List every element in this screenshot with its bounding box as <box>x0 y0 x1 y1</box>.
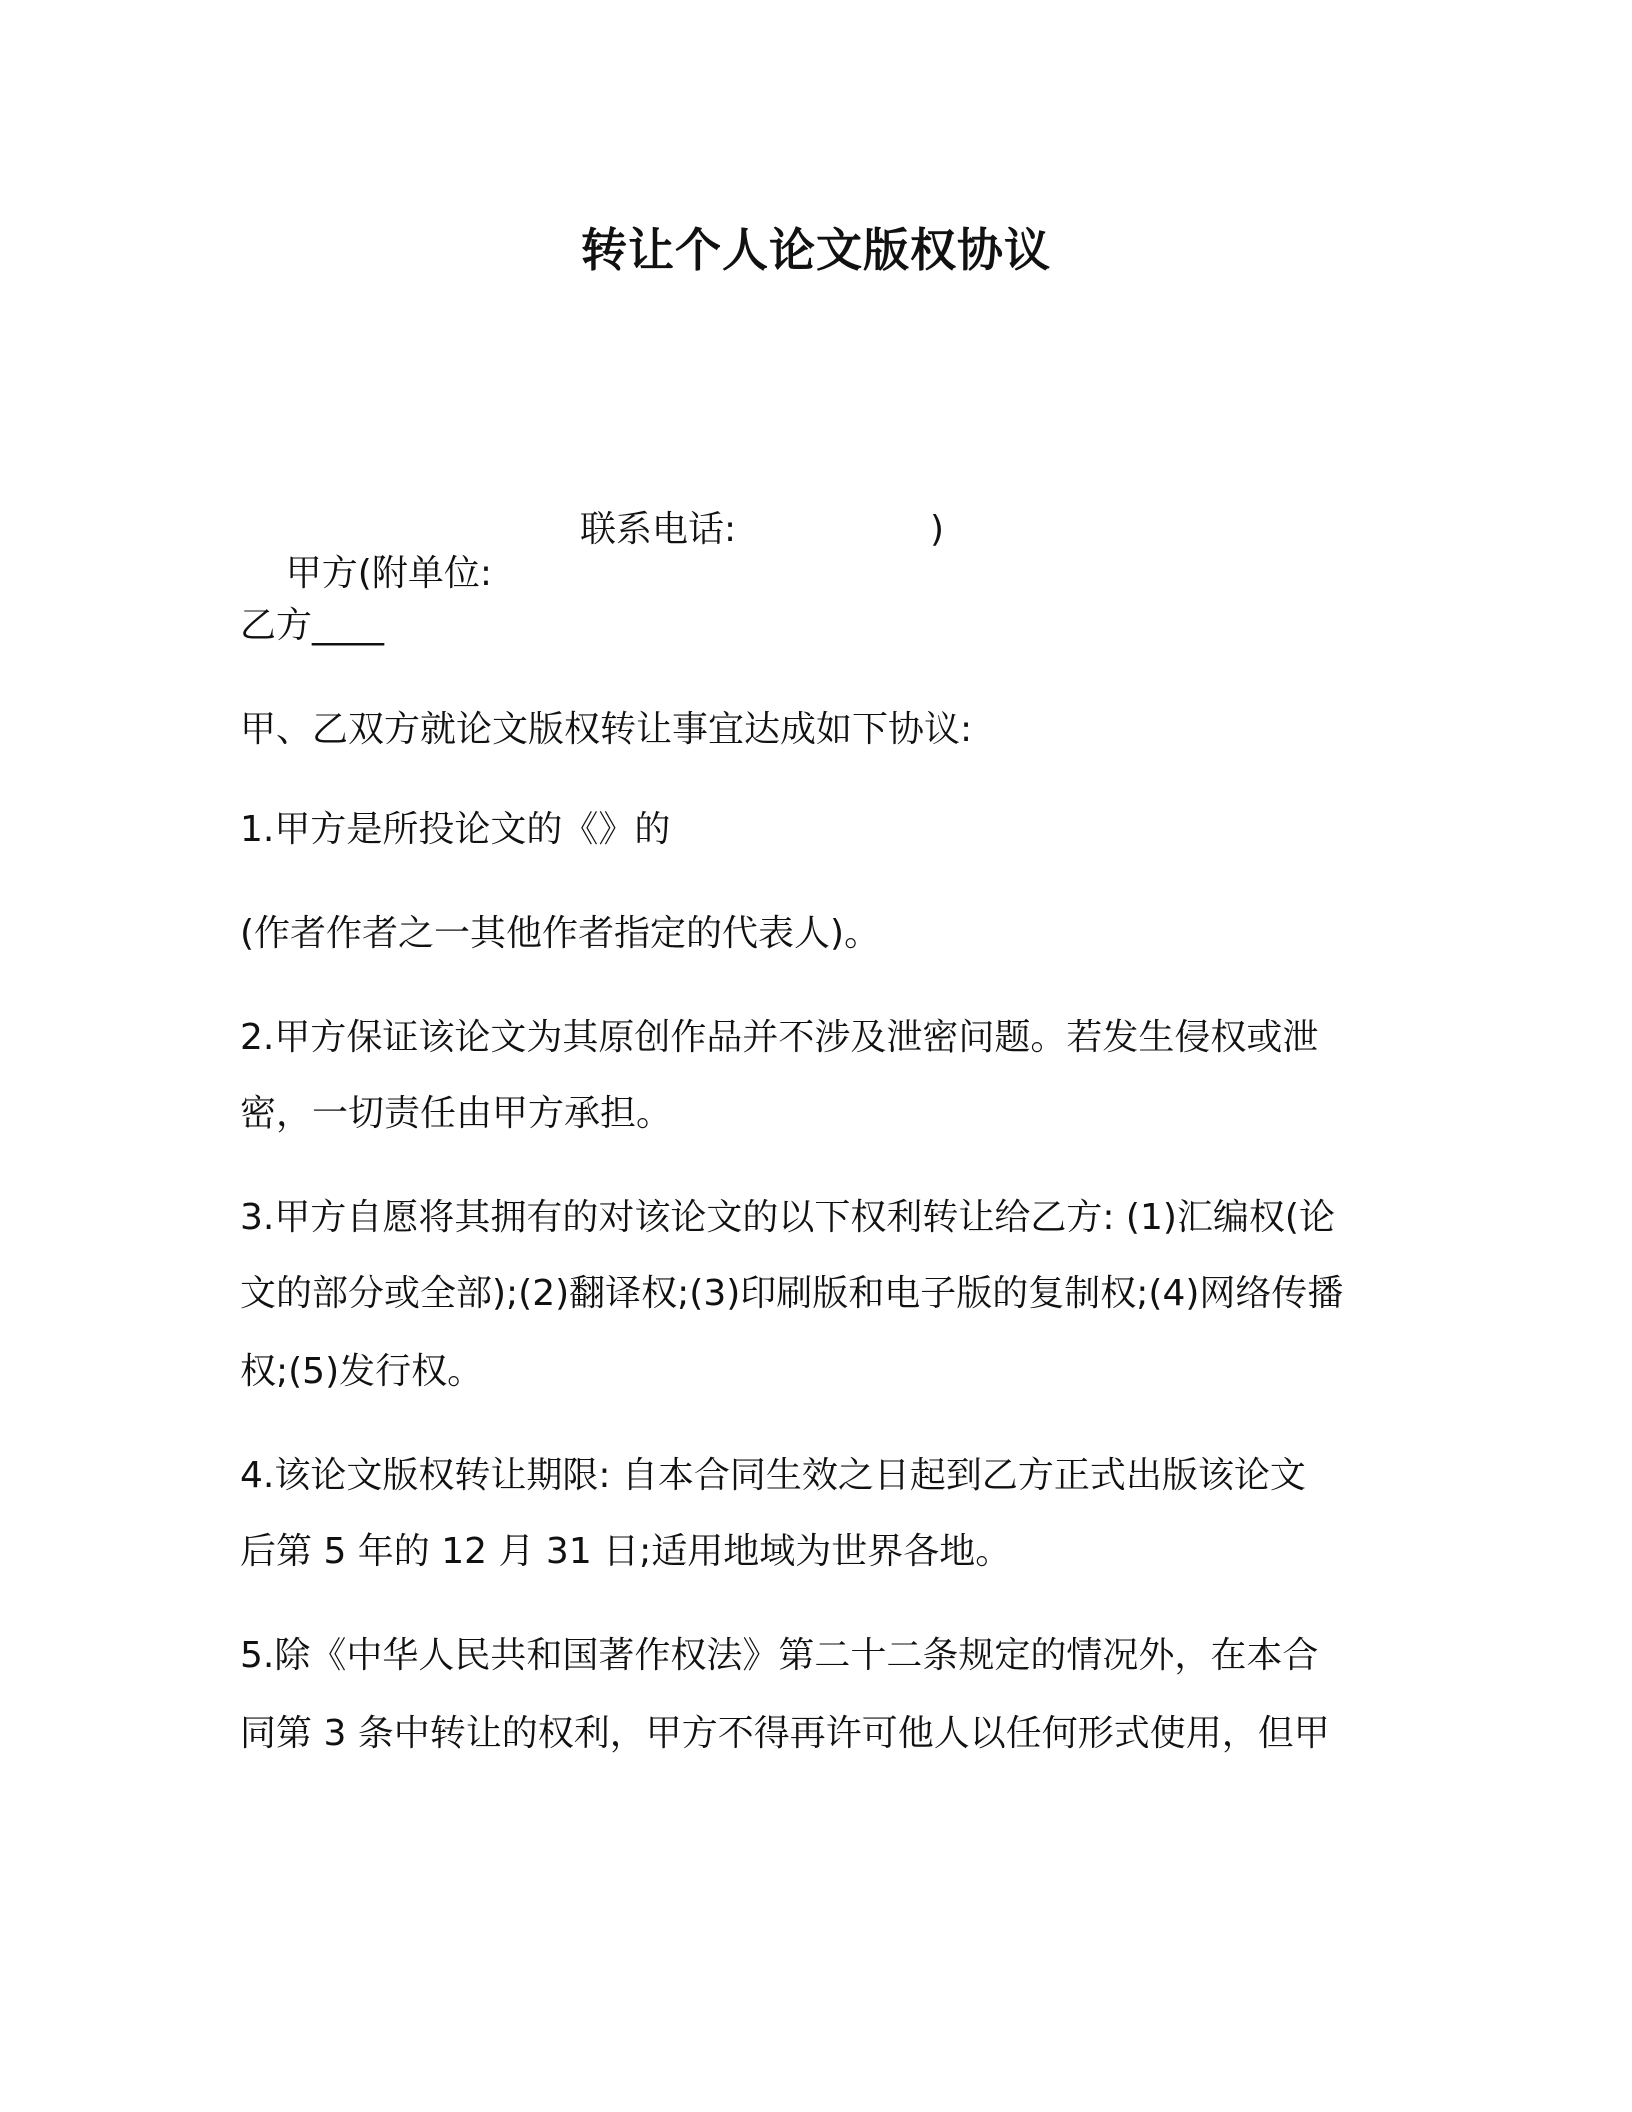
clause-3-line-2: 文的部分或全部);(2)翻译权;(3)印刷版和电子版的复制权;(4)网络传播 <box>240 1273 1344 1314</box>
document-title: 转让个人论文版权协议 <box>581 223 1051 277</box>
clause-4-line-2: 后第 5 年的 12 月 31 日;适用地域为世界各地。 <box>240 1531 1012 1572</box>
clause-2-line-2: 密，一切责任由甲方承担。 <box>240 1093 673 1134</box>
clause-2-line-1: 2.甲方保证该论文为其原创作品并不涉及泄密问题。若发生侵权或泄 <box>240 1017 1319 1058</box>
party-a-suffix: ) <box>930 509 945 550</box>
clause-1-line-1: 1.甲方是所投论文的《》的 <box>240 809 671 850</box>
party-a-prefix: 甲方(附单位: <box>285 553 492 594</box>
clause-3-line-3: 权;(5)发行权。 <box>240 1351 484 1392</box>
agreement-intro: 甲、乙双方就论文版权转让事宜达成如下协议: <box>240 709 973 750</box>
clause-5-line-1: 5.除《中华人民共和国著作权法》第二十二条规定的情况外，在本合 <box>240 1635 1319 1676</box>
clause-1-line-2: (作者作者之一其他作者指定的代表人)。 <box>240 913 881 954</box>
party-b-line: 乙方____ <box>240 605 385 646</box>
clause-3-line-1: 3.甲方自愿将其拥有的对该论文的以下权利转让给乙方: (1)汇编权(论 <box>240 1197 1335 1238</box>
clause-5-line-2: 同第 3 条中转让的权利，甲方不得再许可他人以任何形式使用，但甲 <box>240 1713 1330 1754</box>
clause-4-line-1: 4.该论文版权转让期限: 自本合同生效之日起到乙方正式出版该论文 <box>240 1455 1306 1496</box>
party-a-phone-label: 联系电话: <box>580 509 737 550</box>
